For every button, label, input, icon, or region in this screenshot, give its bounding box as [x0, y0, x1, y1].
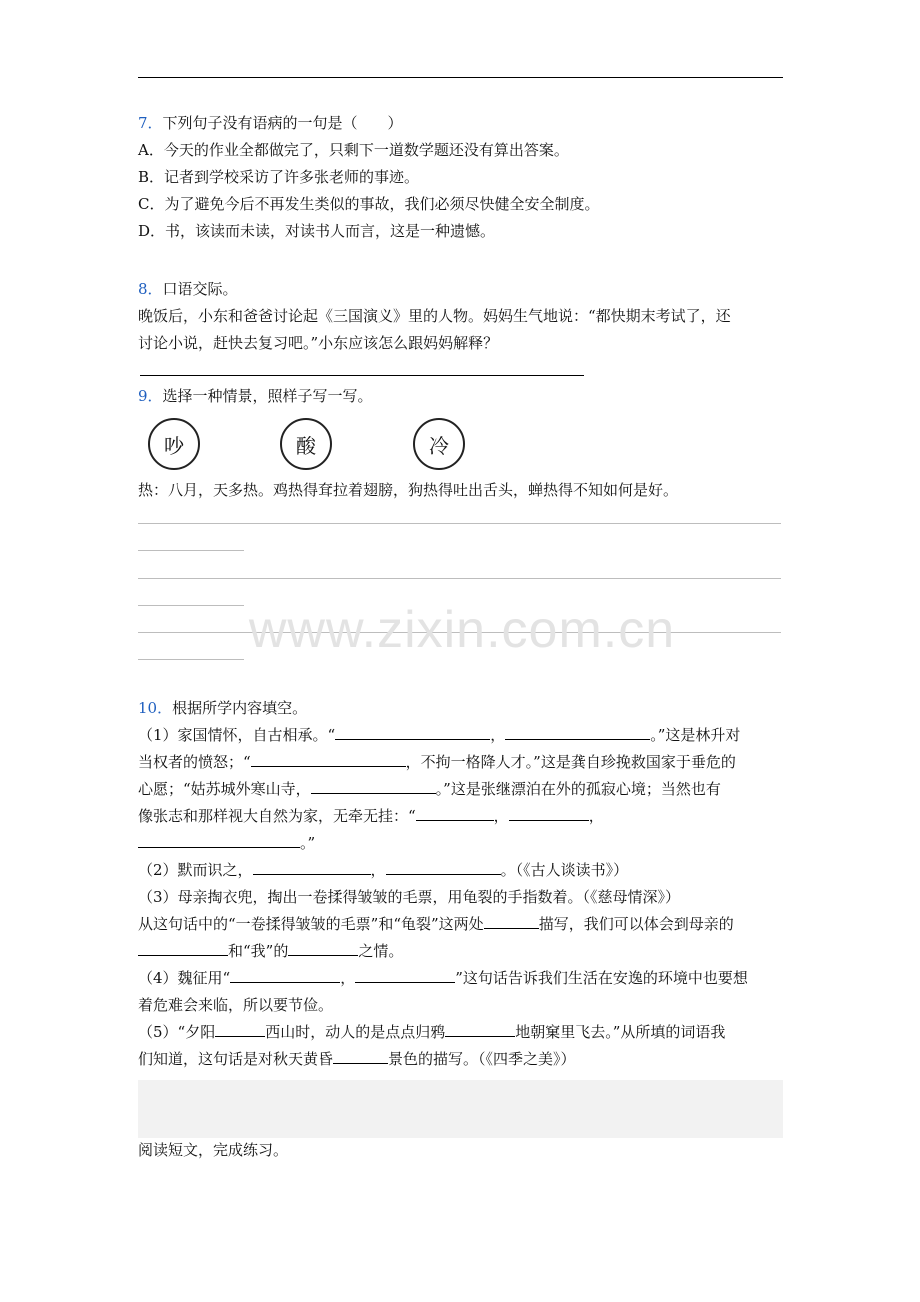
blank[interactable] [230, 968, 340, 983]
char-circle-suan: 酸 [280, 418, 332, 470]
q7-option-d: D．书，该读而未读，对读书人而言，这是一种遗憾。 [138, 222, 496, 240]
q10-p1-line5 [138, 833, 315, 853]
text: 。”这是林升对 [650, 726, 741, 744]
q7-option-a: A．今天的作业全都做完了，只剩下一道数学题还没有算出答案。 [138, 141, 569, 159]
text: 西山时，动人的是点点归鸦 [265, 1023, 446, 1041]
text: 。”这是张继漂泊在外的孤寂心境；当然也有 [435, 780, 721, 798]
q10-p1-line4 [138, 806, 604, 826]
text: ， [340, 969, 356, 987]
text: 描写，我们可以体会到母亲的 [538, 915, 734, 933]
text: 心愿；“姑苏城外寒山寺， [138, 780, 311, 798]
char-circle-chao: 吵 [148, 418, 200, 470]
text: 从这句话中的“一卷揉得皱皱的毛票”和“龟裂”这两处 [138, 915, 484, 933]
blank[interactable] [505, 725, 650, 740]
blank[interactable] [445, 1022, 515, 1037]
q10-p1-line2 [138, 752, 736, 772]
writing-line[interactable] [138, 523, 781, 524]
blank[interactable] [335, 725, 490, 740]
q10-p4-line1 [138, 968, 748, 988]
reading-instruction: 阅读短文，完成练习。 [138, 1141, 289, 1159]
char-circle-leng: 冷 [413, 418, 465, 470]
watermark: www.zixin.com.cn [248, 601, 676, 659]
text: （5）“夕阳 [138, 1023, 216, 1041]
q10-number: 10． [138, 699, 173, 717]
q7-stem-text: 下列句子没有语病的一句是（ ） [162, 114, 403, 132]
text: 像张志和那样视大自然为家，无牵无挂：“ [138, 807, 416, 825]
text: ， [588, 807, 604, 825]
text: ，不拘一格降人才。”这是龚自珍挽救国家于垂危的 [405, 753, 736, 771]
blank[interactable] [253, 860, 371, 875]
q10-p3-line3 [138, 941, 403, 961]
text: （2）默而识之， [138, 861, 253, 879]
q8-title-text: 口语交际。 [162, 280, 238, 298]
text: ”这句话告诉我们生活在安逸的环境中也要想 [455, 969, 748, 987]
text: 当权者的愤怒；“ [138, 753, 251, 771]
text: （4）魏征用“ [138, 969, 231, 987]
q8-line-2: 讨论小说，赶快去复习吧。”小东应该怎么跟妈妈解释？ [138, 334, 499, 352]
blank[interactable] [311, 779, 436, 794]
text: 地朝窠里飞去。”从所填的词语我 [515, 1023, 726, 1041]
q7-option-c: C．为了避免今后不再发生类似的事故，我们必须尽快健全安全制度。 [138, 195, 600, 213]
text: 。（《古人谈读书》） [500, 861, 629, 879]
text: 之情。 [358, 942, 404, 960]
text: 景色的描写。（《四季之美》） [388, 1050, 576, 1068]
text: ， [490, 726, 506, 744]
q10-p5-line2 [138, 1049, 576, 1069]
blank[interactable] [215, 1022, 265, 1037]
blank[interactable] [138, 833, 300, 848]
text: 们知道，这句话是对秋天黄昏 [138, 1050, 334, 1068]
writing-line[interactable] [138, 578, 781, 579]
blank[interactable] [386, 860, 501, 875]
q9-title [138, 386, 373, 406]
blank[interactable] [251, 752, 406, 767]
writing-line[interactable] [138, 605, 244, 606]
q9-title-text: 选择一种情景，照样子写一写。 [162, 387, 373, 405]
q10-p4-line2: 着危难会来临，所以要节俭。 [138, 996, 334, 1014]
q10-p3-line2 [138, 914, 734, 934]
q10-p3-line1: （3）母亲掏衣兜，掏出一卷揉得皱皱的毛票，用龟裂的手指数着。（《慈母情深》） [138, 888, 681, 906]
writing-line[interactable] [138, 550, 244, 551]
q8-line-1: 晚饭后，小东和爸爸讨论起《三国演义》里的人物。妈妈生气地说：“都快期末考试了，还 [138, 307, 731, 325]
q10-p1-line3 [138, 779, 721, 799]
blank[interactable] [288, 941, 358, 956]
blank[interactable] [138, 941, 228, 956]
q10-title-text: 根据所学内容填空。 [172, 699, 308, 717]
q7-option-b: B．记者到学校采访了许多张老师的事迹。 [138, 168, 420, 186]
blank[interactable] [355, 968, 455, 983]
text: 和“我”的 [228, 942, 289, 960]
writing-line[interactable] [138, 659, 244, 660]
text: ， [370, 861, 386, 879]
q7-stem [138, 113, 403, 133]
text: ， [493, 807, 509, 825]
text: （1）家国情怀，自古相承。“ [138, 726, 336, 744]
q8-answer-line[interactable] [140, 375, 584, 376]
q10-p1-line1 [138, 725, 740, 745]
blank[interactable] [416, 806, 494, 821]
top-rule [138, 77, 783, 78]
q10-p5-line1 [138, 1022, 725, 1042]
text: 。” [300, 834, 316, 852]
q10-title [138, 698, 307, 718]
q7-number: 7． [138, 114, 163, 132]
blank[interactable] [484, 914, 539, 929]
q9-example: 热：八月，天多热。鸡热得耷拉着翅膀，狗热得吐出舌头，蝉热得不知如何是好。 [138, 481, 679, 499]
blank[interactable] [509, 806, 589, 821]
shaded-section-header [138, 1080, 783, 1138]
q8-number: 8． [138, 280, 163, 298]
q8-title [138, 279, 238, 299]
blank[interactable] [333, 1049, 388, 1064]
q9-number: 9． [138, 387, 163, 405]
q10-p2 [138, 860, 628, 880]
